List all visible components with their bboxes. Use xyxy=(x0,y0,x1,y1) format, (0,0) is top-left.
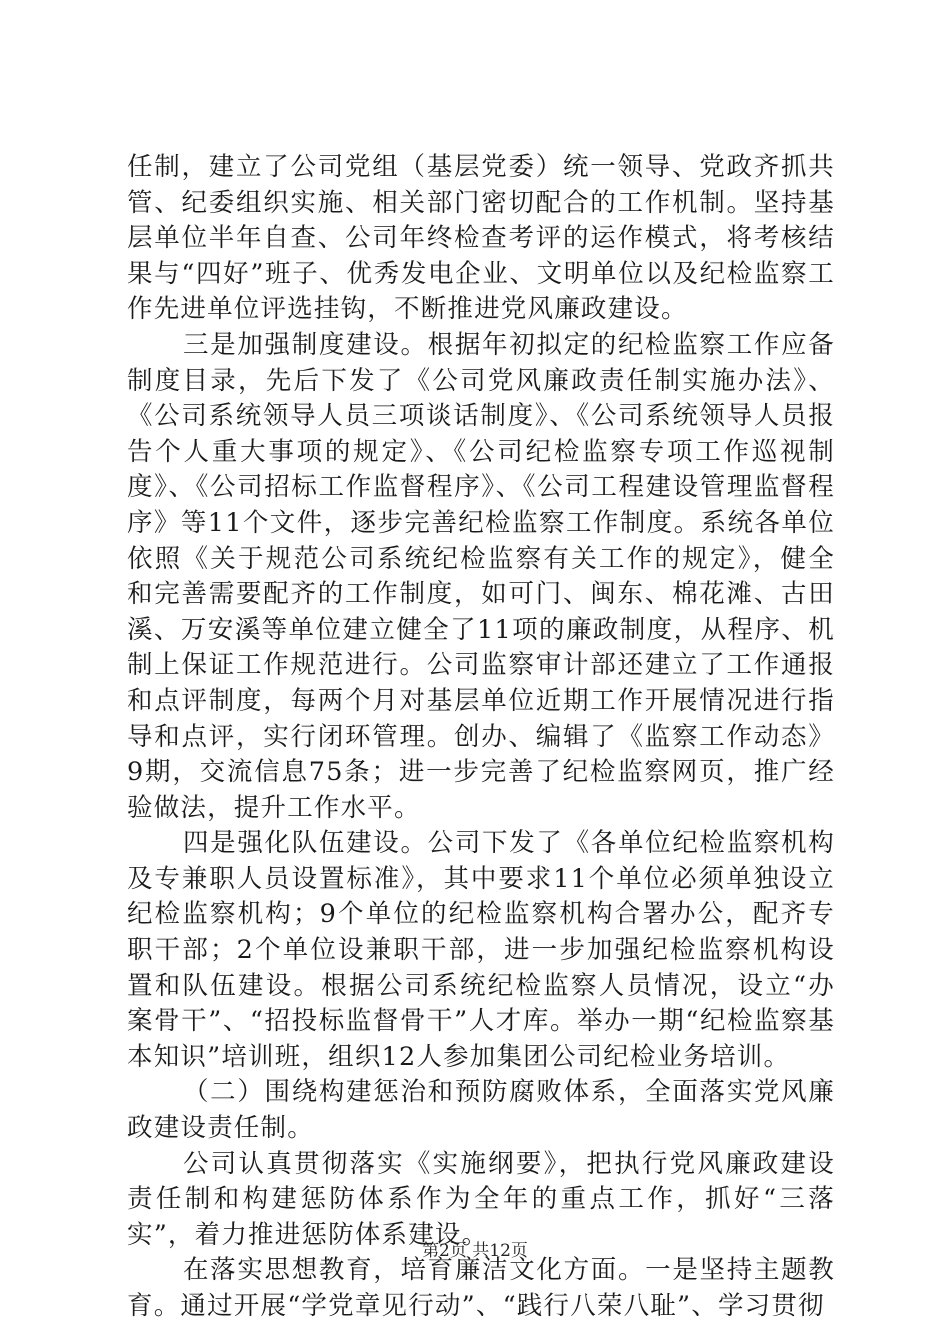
paragraph-2: 三是加强制度建设。根据年初拟定的纪检监察工作应备制度目录，先后下发了《公司党风廉政责任制实施办法》、《公司系统领导人员三项谈话制度》、《公司系统领导人员报告个人重大事项的规定》、《公司纪检监察专项工作巡视制度》、《公司招标工作监督程序》、《公司工程建设管理监督程序》等11个文件，逐步完善纪检监察工作制度。系统各单位依照《关于规范公司系统纪检监察有关工作的规定》，健全和完善需要配齐的工作制度，如可门、闽东、棉花滩、古田溪、万安溪等单位建立健全了11项的廉政制度，从程序、机制上保证工作规范进行。公司监察审计部还建立了工作通报和点评制度，每两个月对基层单位近期工作开展情况进行指导和点评，实行闭环管理。创办、编辑了《监察工作动态》9期，交流信息75条；进一步完善了纪检监察网页，推广经验做法，提升工作水平。 xyxy=(127,329,835,823)
paragraph-3: 四是强化队伍建设。公司下发了《各单位纪检监察机构及专兼职人员设置标准》，其中要求11个单位必须单独设立纪检监察机构；9个单位的纪检监察机构合署办公，配齐专职干部；2个单位设兼职干部，进一步加强纪检监察机构设置和队伍建设。根据公司系统纪检监察人员情况，设立“办案骨干”、“招投标监督骨干”人才库。举办一期“纪检监察基本知识”培训班，组织12人参加集团公司纪检业务培训。 xyxy=(127,828,835,1072)
paragraph-1: 任制，建立了公司党组（基层党委）统一领导、党政齐抓共管、纪委组织实施、相关部门密切配合的工作机制。坚持基层单位半年自查、公司年终检查考评的运作模式，将考核结果与“四好”班子、优秀发电企业、文明单位以及纪检监察工作先进单位评选挂钩，不断推进党风廉政建设。 xyxy=(127,152,835,325)
paragraph-4: 公司认真贯彻落实《实施纲要》，把执行党风廉政建设责任制和构建惩防体系作为全年的重点工作，抓好“三落实”，着力推进惩防体系建设。 xyxy=(127,1148,835,1250)
section-heading: （二）围绕构建惩治和预防腐败体系，全面落实党风廉政建设责任制。 xyxy=(127,1077,835,1144)
page-number-footer: 第2页 共12页 xyxy=(422,1241,528,1261)
paragraph-5: 在落实思想教育，培育廉洁文化方面。一是坚持主题教育。通过开展“学党章见行动”、“践行八荣八耻”、学习贯彻 xyxy=(127,1255,835,1321)
document-body xyxy=(127,150,835,1325)
